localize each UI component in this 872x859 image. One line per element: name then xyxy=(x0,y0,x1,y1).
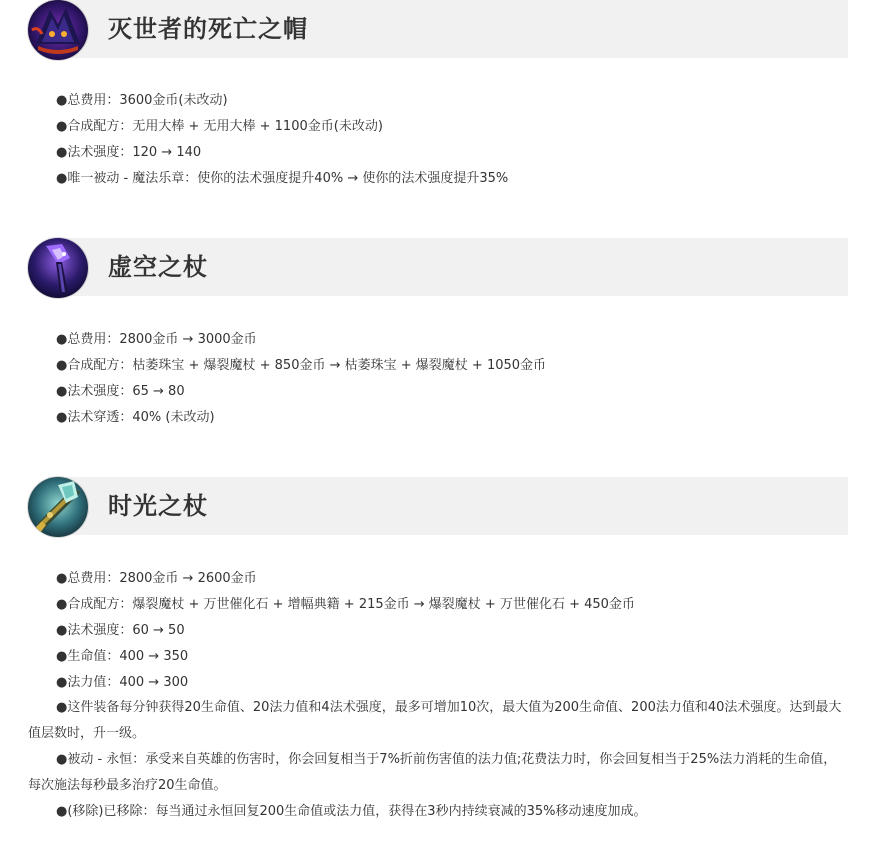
passive-paragraph: ●这件装备每分钟获得20生命值、20法力值和4法术强度，最多可增加10次，最大值为200生命值、200法力值和40法术强度。达到最大值层数时，升一级。 xyxy=(28,700,842,741)
stat-line: ●法术穿透：40% (未改动) xyxy=(56,410,215,425)
passive-paragraph: ●被动 - 永恒：承受来自英雄的伤害时，你会回复相当于7%折前伤害值的法力值;花费法力时，你会回复相当于25%法力消耗的生命值，每次施法每秒最多治疗20生命值。 xyxy=(28,752,837,793)
stat-line: ●总费用：2800金币 → 3000金币 xyxy=(56,332,257,347)
item-title: 时光之杖 xyxy=(108,492,208,520)
stat-line: ●法力值：400 → 300 xyxy=(56,675,189,690)
stat-line: ●合成配方：无用大棒 + 无用大棒 + 1100金币(未改动) xyxy=(56,119,383,134)
passive-paragraph: ●(移除)已移除：每当通过永恒回复200生命值或法力值，获得在3秒内持续衰减的35%移动速度加成。 xyxy=(56,804,647,819)
stat-line: ●合成配方：爆裂魔杖 + 万世催化石 + 增幅典籍 + 215金币 → 爆裂魔杖 + 万世催化石 + 450金币 xyxy=(56,597,635,612)
deathcap-icon xyxy=(28,0,88,60)
rod-of-ages-icon xyxy=(28,477,88,537)
stat-line: ●法术强度：60 → 50 xyxy=(56,623,185,638)
stat-line: ●生命值：400 → 350 xyxy=(56,649,189,664)
stat-line: ●法术强度：65 → 80 xyxy=(56,384,185,399)
stat-line: ●唯一被动 - 魔法乐章：使你的法术强度提升40% → 使你的法术强度提升35% xyxy=(56,171,509,186)
stat-line: ●总费用：2800金币 → 2600金币 xyxy=(56,571,257,586)
item-title: 灭世者的死亡之帽 xyxy=(108,15,308,43)
stat-line: ●总费用：3600金币(未改动) xyxy=(56,93,228,108)
stat-line: ●合成配方：枯萎珠宝 + 爆裂魔杖 + 850金币 → 枯萎珠宝 + 爆裂魔杖 + 1050金币 xyxy=(56,358,547,373)
void-staff-icon xyxy=(28,238,88,298)
stat-line: ●法术强度：120 → 140 xyxy=(56,145,202,160)
item-title: 虚空之杖 xyxy=(108,253,208,281)
